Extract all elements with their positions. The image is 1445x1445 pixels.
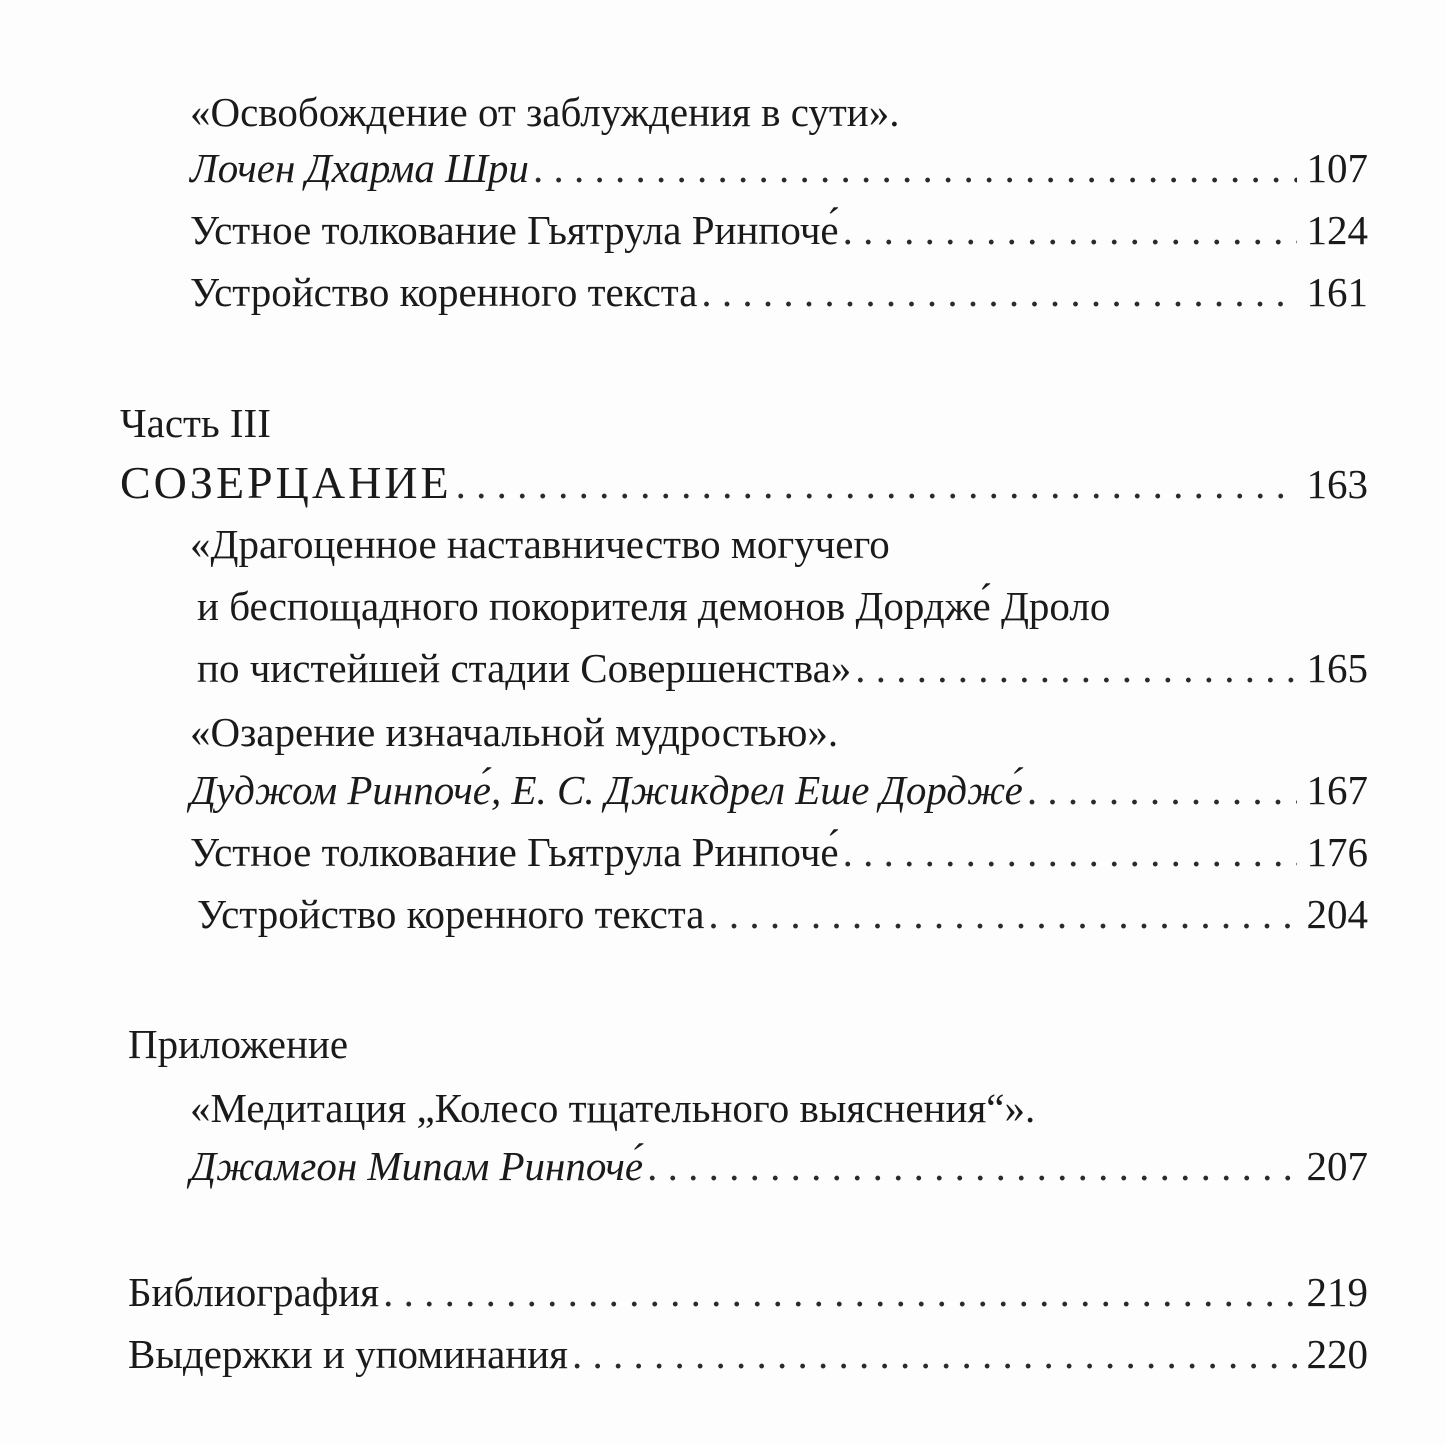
toc-entry-page: 204 <box>1306 891 1368 937</box>
toc-entry-commentary[interactable] <box>190 207 1368 253</box>
leader-dots <box>843 210 1297 251</box>
toc-entry-title: Устное толкование Гьятрула Ринпоче́ <box>190 207 839 253</box>
toc-text-title-line: «Драгоценное наставничество могучего <box>190 521 890 567</box>
toc-entry-page: 219 <box>1306 1269 1368 1315</box>
toc-entry-author[interactable] <box>190 145 1368 191</box>
toc-entry-title: Выдержки и упоминания <box>128 1331 569 1377</box>
appendix-label: Приложение <box>128 1021 349 1067</box>
toc-entry-title: Устное толкование Гьятрула Ринпоче́ <box>190 829 839 875</box>
toc-entry-structure[interactable] <box>197 891 1368 937</box>
toc-entry-page: 161 <box>1306 269 1368 315</box>
toc-entry-structure[interactable] <box>190 269 1368 315</box>
toc-entry-page: 165 <box>1306 645 1368 691</box>
toc-entry-page: 176 <box>1306 829 1368 875</box>
toc-entry-part-heading[interactable] <box>120 457 1368 508</box>
toc-entry-title: по чистейшей стадии Совершенства» <box>197 645 852 691</box>
toc-text-title-line: «Озарение изначальной мудростью». <box>190 709 839 755</box>
leader-dots <box>855 648 1296 689</box>
toc-text-title-line: «Освобождение от заблуждения в сути». <box>190 89 900 135</box>
toc-entry-page: 107 <box>1306 145 1368 191</box>
toc-entry-commentary[interactable] <box>190 829 1368 875</box>
toc-entry-page: 124 <box>1306 207 1368 253</box>
toc-entry-title: Лочен Дхарма Шри <box>190 145 529 191</box>
toc-text-title-line: «Медитация „Колесо тщательного выяснения“». <box>190 1085 1036 1131</box>
toc-entry-page: 220 <box>1306 1331 1368 1377</box>
toc-entry-page: 167 <box>1306 767 1368 813</box>
toc-entry-title: Джамгон Мипам Ринпоче́ <box>190 1143 644 1189</box>
part-label: Часть III <box>120 400 271 446</box>
toc-entry-author[interactable] <box>190 767 1368 813</box>
toc-entry-bibliography[interactable] <box>128 1269 1368 1315</box>
leader-dots <box>647 1146 1296 1187</box>
toc-text-title-line: и беспощадного покорителя демонов Дордже́ Дроло <box>197 583 1111 629</box>
part-heading: СОЗЕРЦАНИЕ <box>120 457 452 508</box>
toc-entry-page: 207 <box>1306 1143 1368 1189</box>
leader-dots <box>701 272 1296 313</box>
leader-dots <box>1027 770 1297 811</box>
toc-entry-title: Библиография <box>128 1269 380 1315</box>
toc-entry-text[interactable] <box>197 645 1368 691</box>
leader-dots <box>383 1272 1296 1313</box>
toc-entry-title: Устройство коренного текста <box>190 269 698 315</box>
leader-dots <box>533 148 1297 189</box>
toc-entry-page: 163 <box>1306 461 1368 507</box>
toc-entry-title: Устройство коренного текста <box>197 891 705 937</box>
toc-entry-author[interactable] <box>190 1143 1368 1189</box>
leader-dots <box>843 832 1297 873</box>
toc-entry-title: Дуджом Ринпоче́, Е. С. Джикдрел Еше Дордже́ <box>190 767 1023 813</box>
leader-dots <box>572 1334 1296 1375</box>
leader-dots <box>456 464 1297 505</box>
toc-entry-excerpts[interactable] <box>128 1331 1368 1377</box>
leader-dots <box>708 894 1296 935</box>
